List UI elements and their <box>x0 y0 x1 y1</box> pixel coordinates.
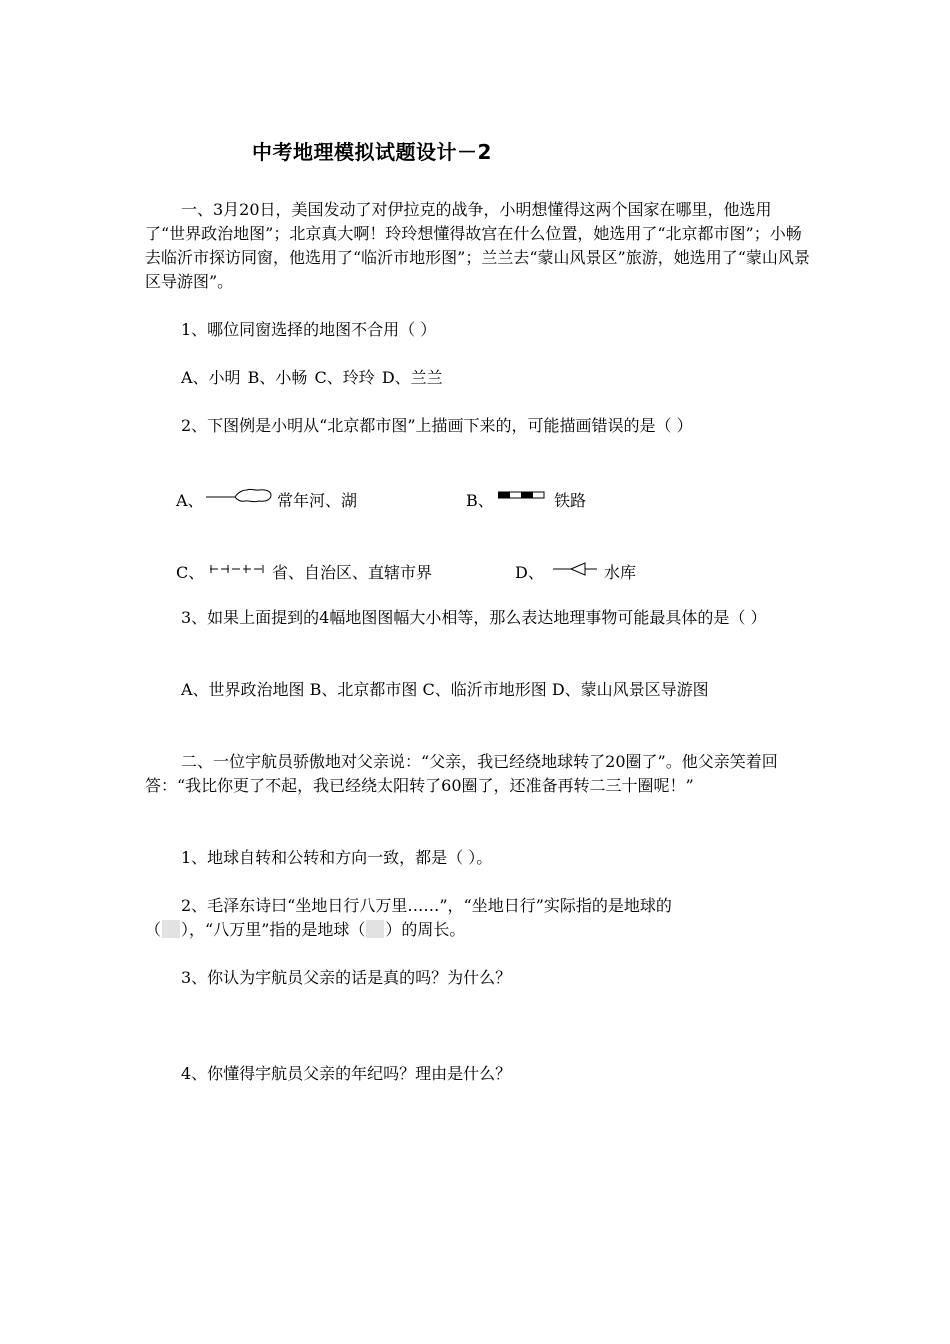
part1-question-3: 3、如果上面提到的4幅地图图幅大小相等，那么表达地理事物可能最具体的是（ ） <box>181 608 767 627</box>
part1-question-3-options: A、世界政治地图 B、北京都市图 C、临沂市地形图 D、蒙山风景区导游图 <box>181 680 709 699</box>
page-title: 中考地理模拟试题设计－2 <box>252 140 492 164</box>
railway-symbol-icon <box>498 490 546 500</box>
option-c-letter: C、 <box>176 563 205 582</box>
part2-question-1: 1、地球自转和公转和方向一致，都是（ ）。 <box>181 848 493 867</box>
option-d-letter: D、 <box>515 563 544 582</box>
river-lake-symbol-icon <box>205 484 275 506</box>
part1-question-1: 1、哪位同窗选择的地图不合用（ ） <box>181 320 437 339</box>
option-c-label: 省、自治区、直辖市界 <box>272 563 433 582</box>
part2-question-4: 4、你懂得宇航员父亲的年纪吗？理由是什么？ <box>181 1064 512 1083</box>
paren-open-1: （ <box>145 920 162 939</box>
part1-question-1-options: A、小明 B、小畅 C、玲玲 D、兰兰 <box>181 368 443 387</box>
option-b-label: 铁路 <box>554 491 587 510</box>
option-a-label: 常年河、湖 <box>277 491 358 510</box>
part2-question-3: 3、你认为宇航员父亲的话是真的吗？为什么？ <box>181 968 512 987</box>
part1-intro: 一、3月20日，美国发动了对伊拉克的战争，小明想懂得这两个国家在哪里，他选用了“世界政治地图”；北京真大啊！玲玲想懂得故宫在什么位置，她选用了“北京都市图”；小畅去临沂市探访同窗，他选用了“临沂市地形图”；兰兰去“蒙山风景区”旅游，她选用了“蒙山风景区导游图”。 <box>145 200 810 291</box>
question-2-middle: ），“八万里”指的是地球（ <box>181 920 366 939</box>
option-d-label: 水库 <box>604 563 637 582</box>
question-2-end: ）的周长。 <box>385 920 466 939</box>
answer-blank-1 <box>162 920 180 938</box>
part1-question-2: 2、下图例是小明从“北京都市图”上描画下来的，可能描画错误的是（ ） <box>181 416 693 435</box>
option-b-letter: B、 <box>466 491 494 510</box>
province-boundary-symbol-icon <box>210 563 266 575</box>
answer-blank-2 <box>366 920 384 938</box>
part2-question-2-line1: 2、毛泽东诗曰“坐地日行八万里……”，“坐地日行”实际指的是地球的 <box>181 896 672 915</box>
option-a-letter: A、 <box>176 491 204 510</box>
part2-question-2-line2 <box>145 918 465 942</box>
part2-intro: 二、一位宇航员骄傲地对父亲说：“父亲，我已经绕地球转了20圈了”。他父亲笑着回答：“我比你更了不起，我已经绕太阳转了60圈了，还准备再转二三十圈呢！” <box>145 752 778 795</box>
reservoir-symbol-icon <box>553 560 599 578</box>
